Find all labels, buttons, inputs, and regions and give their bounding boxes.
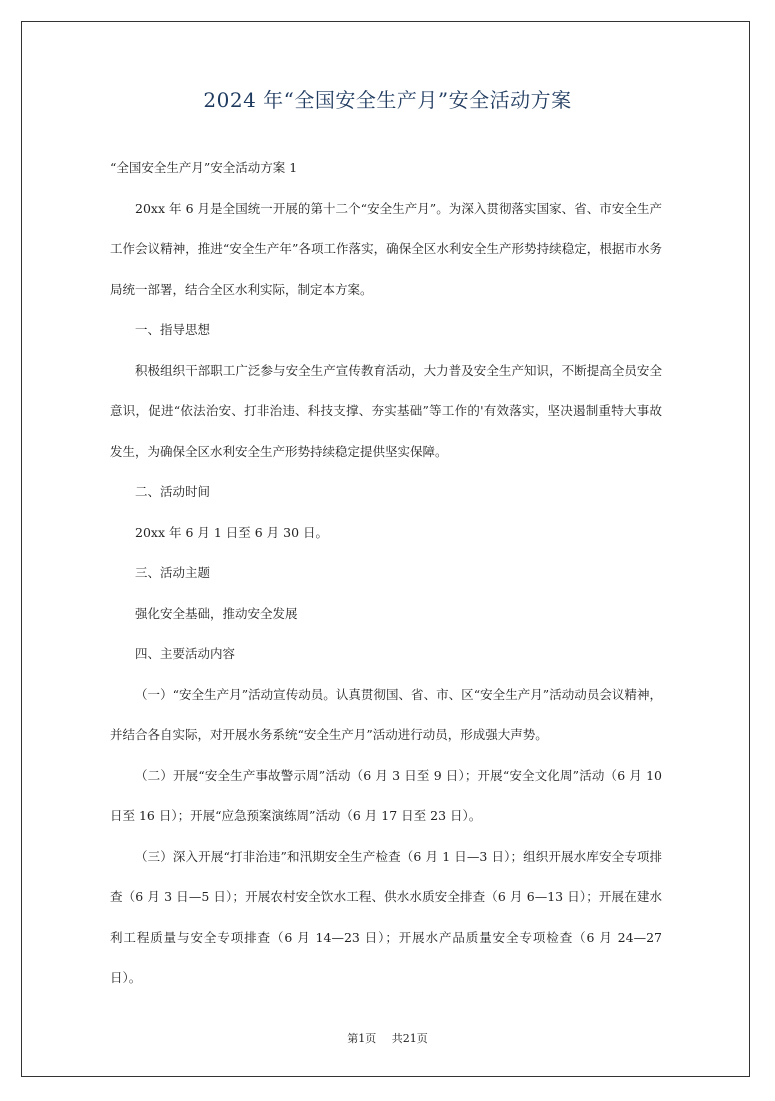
paragraph-activity-theme: 强化安全基础，推动安全发展 bbox=[135, 605, 298, 621]
heading-activity-theme: 三、活动主题 bbox=[135, 565, 211, 580]
section-subtitle: “全国安全生产月”安全活动方案 1 bbox=[110, 160, 298, 175]
heading-guiding-ideology: 一、指导思想 bbox=[135, 322, 211, 337]
heading-main-content: 四、主要活动内容 bbox=[135, 646, 236, 661]
paragraph-activity-time: 20xx 年 6 月 1 日至 6 月 30 日。 bbox=[135, 524, 329, 540]
paragraph-guiding-ideology: 积极组织干部职工广泛参与安全生产宣传教育活动，大力普及安全生产知识，不断提高全员安全意识，促进“依法治安、打非治违、科技支撑、夯实基础”等工作的'有效落实，坚决遏制重特大事故发生，为确保全区水利安全生产形势持续稳定提供坚实保障。 bbox=[110, 362, 662, 459]
page-footer bbox=[0, 1030, 775, 1046]
paragraph-content-1: （一）“安全生产月”活动宣传动员。认真贯彻国、省、市、区“安全生产月”活动动员会议精神，并结合各自实际，对开展水务系统“安全生产月”活动进行动员，形成强大声势。 bbox=[110, 686, 662, 742]
document-title: 2024 年“全国安全生产月”安全活动方案 bbox=[203, 88, 572, 112]
paragraph-intro: 20xx 年 6 月是全国统一开展的第十二个“安全生产月”。为深入贯彻落实国家、省、市安全生产工作会议精神，推进“安全生产年”各项工作落实，确保全区水利安全生产形势持续稳定，根据市水务局统一部署，结合全区水利实际，制定本方案。 bbox=[110, 200, 662, 297]
paragraph-content-2: （二）开展“安全生产事故警示周”活动（6 月 3 日至 9 日）；开展“安全文化周”活动（6 月 10 日至 16 日）；开展“应急预案演练周”活动（6 月 17 日至 23 日）。 bbox=[110, 767, 662, 823]
paragraph-content-3: （三）深入开展“打非治违”和汛期安全生产检查（6 月 1 日—3 日）；组织开展水库安全专项排查（6 月 3 日—5 日）；开展农村安全饮水工程、供水水质安全排查（6 月 6—13 日）；开展在建水利工程质量与安全专项排查（6 月 14—23 日）；开展水产品质量安全专项检查（6 月 24—27 日）。 bbox=[110, 848, 662, 985]
page-number-total: 共21页 bbox=[391, 1032, 428, 1045]
heading-activity-time: 二、活动时间 bbox=[135, 484, 211, 499]
document-body bbox=[110, 148, 662, 999]
page-number-current: 第1页 bbox=[347, 1032, 377, 1045]
